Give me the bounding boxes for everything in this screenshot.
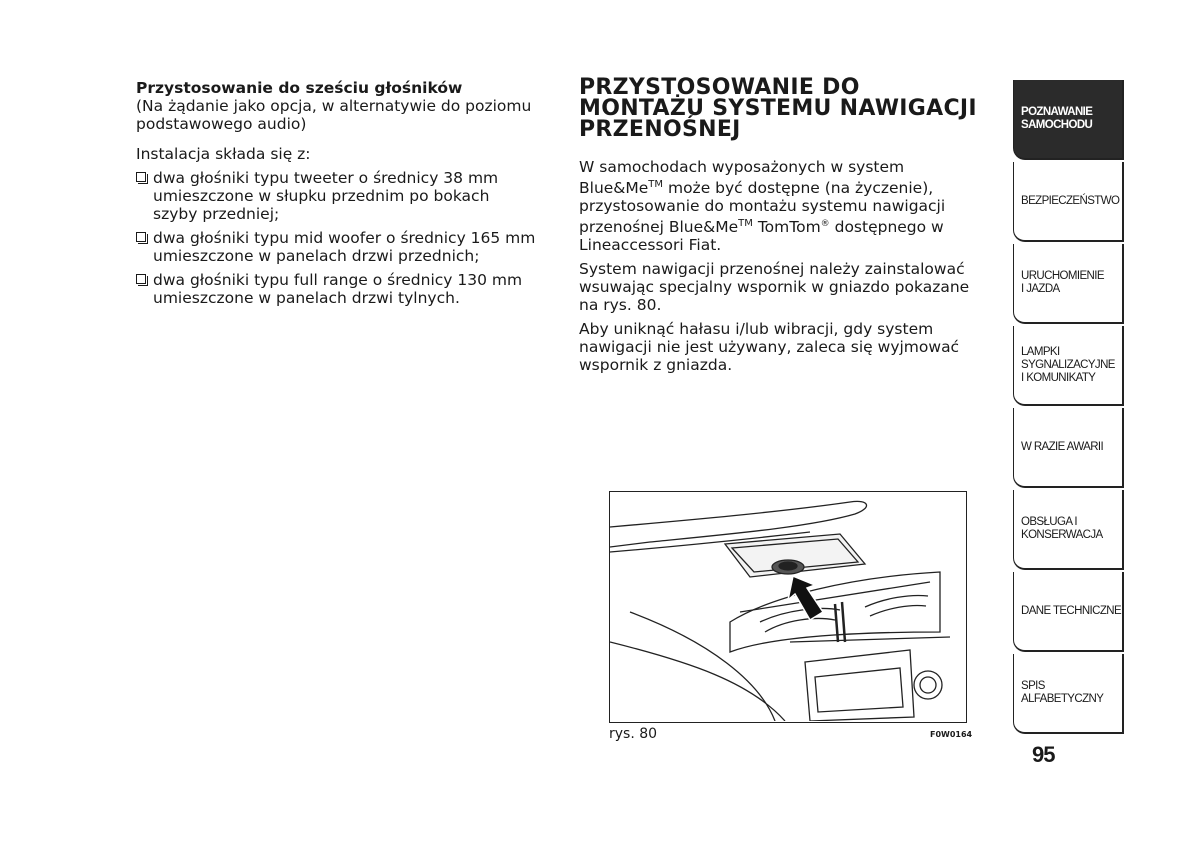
checkbox-bullet-icon (136, 274, 146, 284)
tab-lampki-sygnalizacyjne[interactable]: LAMPKI SYGNALIZACYJNE I KOMUNIKATY (1013, 326, 1124, 406)
tab-w-razie-awarii[interactable]: W RAZIE AWARII (1013, 408, 1124, 488)
section-note: (Na żądanie jako opcja, w alternatywie do poziomu podstawowego audio) (136, 97, 532, 133)
left-column (136, 79, 536, 307)
page-number: 95 (1032, 742, 1055, 767)
chapter-tabs (1013, 80, 1124, 736)
list-item: dwa głośniki typu mid woofer o średnicy 165 mm umieszczone w panelach drzwi przednich; (136, 229, 536, 265)
paragraph-3: Aby uniknąć hałasu i/lub wibracji, gdy system nawigacji nie jest używany, zaleca się wyjmować wspornik z gniazda. (579, 320, 960, 375)
figure-code: F0W0164 (930, 730, 973, 739)
intro-text: Instalacja składa się z: (136, 145, 311, 163)
checkbox-bullet-icon (136, 172, 146, 182)
paragraph-2: System nawigacji przenośnej należy zainstalować wsuwając specjalny wspornik w gniazdo pokazane na rys. 80. (579, 260, 970, 315)
paragraph-1: W samochodach wyposażonych w system Blue&Me™ może być dostępne (na życzenie), przystosowanie do montażu systemu nawigacji przenośnej Blue&Me™ TomTom® dostępnego w Lineaccessori Fiat. (579, 158, 946, 255)
tab-uruchomienie-i-jazda[interactable]: URUCHOMIENIE I JAZDA (1013, 244, 1124, 324)
list-item: dwa głośniki typu full range o średnicy 130 mm umieszczone w panelach drzwi tylnych. (136, 271, 536, 307)
list-item: dwa głośniki typu tweeter o średnicy 38 mm umieszczone w słupku przednim po bokach szyby przedniej; (136, 169, 536, 223)
dashboard-illustration (609, 491, 967, 723)
tab-bezpieczenstwo[interactable]: BEZPIECZEŃSTWO (1013, 162, 1124, 242)
section-title: Przystosowanie do sześciu głośników (136, 79, 463, 97)
figure-caption: rys. 80 (609, 726, 658, 742)
section-heading: PRZYSTOSOWANIE DO MONTAŻU SYSTEMU NAWIGACJI PRZENOŚNEJ (579, 75, 977, 142)
checkbox-bullet-icon (136, 232, 146, 242)
tab-dane-techniczne[interactable]: DANE TECHNICZNE (1013, 572, 1124, 652)
right-column (579, 77, 989, 380)
tab-spis-alfabetyczny[interactable]: SPIS ALFABETYCZNY (1013, 654, 1124, 734)
tab-obsluga-i-konserwacja[interactable]: OBSŁUGA I KONSERWACJA (1013, 490, 1124, 570)
tab-poznawanie-samochodu[interactable]: POZNAWANIE SAMOCHODU (1013, 80, 1124, 160)
dashboard-drawing (610, 492, 965, 721)
